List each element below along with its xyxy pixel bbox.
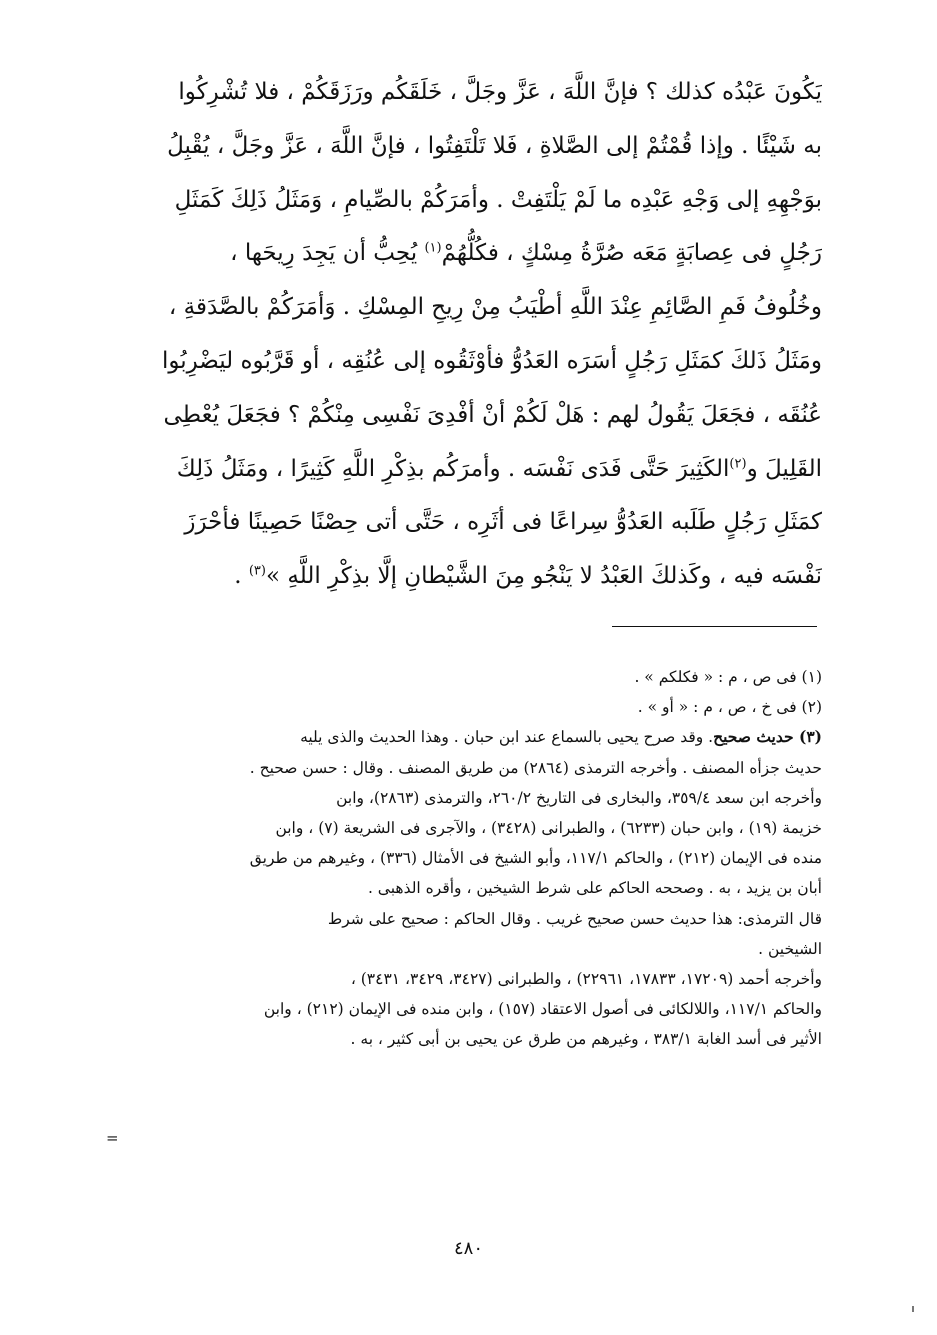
footnote-3-line: خزيمة (١٩) ، وابن حبان (٦٢٣٣) ، والطبرانى (٣٤٢٨) ، والآجرى فى الشريعة (٧) ، وابن (275, 818, 822, 837)
main-text-block (100, 66, 822, 604)
main-text-line: وخُلُوفُ فَمِ الصَّائِمِ عِنْدَ اللَّهِ أطْيَبُ مِنْ رِيحِ المِسْكِ . وَأمَرَكُمْ بالصَّدَقةِ ، (168, 294, 822, 321)
footnote-3-line: قال الترمذى: هذا حديث حسن صحيح غريب . وقال الحاكم : صحيح على شرط (327, 909, 822, 928)
footnote-3-line: منده فى الإيمان (٢١٢) ، والحاكم ١١٧/١، وأبو الشيخ فى الأمثال (٣٣٦) ، وغيرهم من طريق (249, 849, 822, 868)
footnote-3-line: الشيخين . (758, 939, 822, 958)
footnote-1: (١) فى ص ، م : « فكلكم » . (634, 668, 822, 686)
footnote-3-line: وأخرجه أحمد (١٧٢٠٩، ١٧٨٣٣، ٢٢٩٦١) ، والطبرانى (٣٤٢٧، ٣٤٢٩، ٣٤٣١) ، (350, 969, 822, 988)
footnote-separator (612, 626, 817, 627)
footnote-reference[interactable]: (٢) (729, 455, 747, 471)
main-text-line: عُنُقَه ، فجَعَلَ يَقُولُ لهم : هَلْ لَكُمْ أنْ أفْدِىَ نَفْسِى مِنْكُمْ ؟ فجَعَلَ يُعْطِى (163, 401, 822, 428)
footnote-3-heading: (٣) حديث صحيح (713, 727, 822, 747)
main-text-line: يَكُونَ عَبْدُه كذلك ؟ فإنَّ اللَّهَ ، عَزَّ وجَلَّ ، خَلَقَكُم ورَزَقَكُمْ ، فلا تُشْرِكُوا (178, 79, 822, 105)
footnote-3-line: أبان بن يزيد ، به . وصححه الحاكم على شرط الشيخين ، وأقره الذهبى . (367, 879, 822, 898)
main-text-line: ومَثَلُ ذَلكَ كمَثَلِ رَجُلٍ أسَرَه العَدُوُّ فأوْثَقُوه إلى عُنُقِه ، أو قَرَّبُوه ليَضْرِبُوا (161, 347, 822, 374)
main-text-line: رَجُلٍ فى عِصابَةٍ مَعَه صُرَّةُ مِسْكٍ ، فكُلُّهُمْ$^{(١)}$ يُحِبُّ أن يَجِدَ رِيحَها ، (230, 240, 822, 267)
scan-speck (912, 1306, 914, 1312)
footnote-reference[interactable]: (١) (424, 240, 442, 256)
footnote-3-line: والحاكم ١١٧/١، واللالكائى فى أصول الاعتقاد (١٥٧) ، وابن منده فى الإيمان (٢١٢) ، وابن (263, 1000, 822, 1019)
footnote-2: (٢) فى خ ، ص ، م : « أو » . (637, 698, 822, 717)
main-text-line: القَلِيلَ و$^{(٢)}$الكَثِيرَ حَتَّى فَدَى نَفْسَه . وأمرَكُم بذِكْرِ اللَّهِ كَثِيرًا ، ومَثَلُ ذَلِكَ (176, 455, 822, 482)
main-text-line: به شَيْئًا . وإذا قُمْتُمْ إلى الصَّلاةِ ، فَلا تَلْتَفِتُوا ، فإنَّ اللَّهَ ، عَزَّ وجَلَّ ، يُقْبِلُ (167, 132, 822, 159)
footnote-reference[interactable]: (٣) (248, 563, 266, 579)
continuation-mark: = (106, 1129, 119, 1147)
footnotes-block (100, 662, 822, 1054)
footnote-3-line: الأثير فى أسد الغابة ٣٨٣/١ ، وغيرهم من طرق عن يحيى بن أبى كثير ، به . (350, 1030, 822, 1049)
footnote-3-line: حديث جزأه المصنف . وأخرجه الترمذى (٢٨٦٤) من طريق المصنف . وقال : حسن صحيح . (249, 758, 822, 777)
page-number: ٤٨٠ (453, 1238, 483, 1259)
main-text-line: بوَجْهِهِ إلى وَجْهِ عَبْدِه ما لَمْ يَلْتَفِتْ . وأمَرَكُمْ بالصِّيامِ ، وَمَثَلُ ذَلِكَ كَمَثَلِ (174, 186, 822, 213)
main-text-line: كمَثَلِ رَجُلٍ طَلَبه العَدُوُّ سِراعًا فى أثَرِه ، حَتَّى أتى حِصْنًا حَصِينًا فأحْرَزَ (184, 509, 822, 536)
footnote-3-line: وأخرجه ابن سعد ٣٥٩/٤، والبخارى فى التاريخ ٢٦٠/٢، والترمذى (٢٨٦٣)، وابن (336, 788, 822, 807)
footnote-3-first-line: (٣) حديث صحيح. وقد صرح يحيى بالسماع عند ابن حبان . وهذا الحديث والذى يليه (300, 727, 822, 747)
main-text-line: نَفْسَه فيه ، وكَذلكَ العَبْدُ لا يَنْجُو مِنَ الشَّيْطانِ إلَّا بذِكْرِ اللَّهِ »$^{(٣)}$ . (234, 563, 822, 590)
